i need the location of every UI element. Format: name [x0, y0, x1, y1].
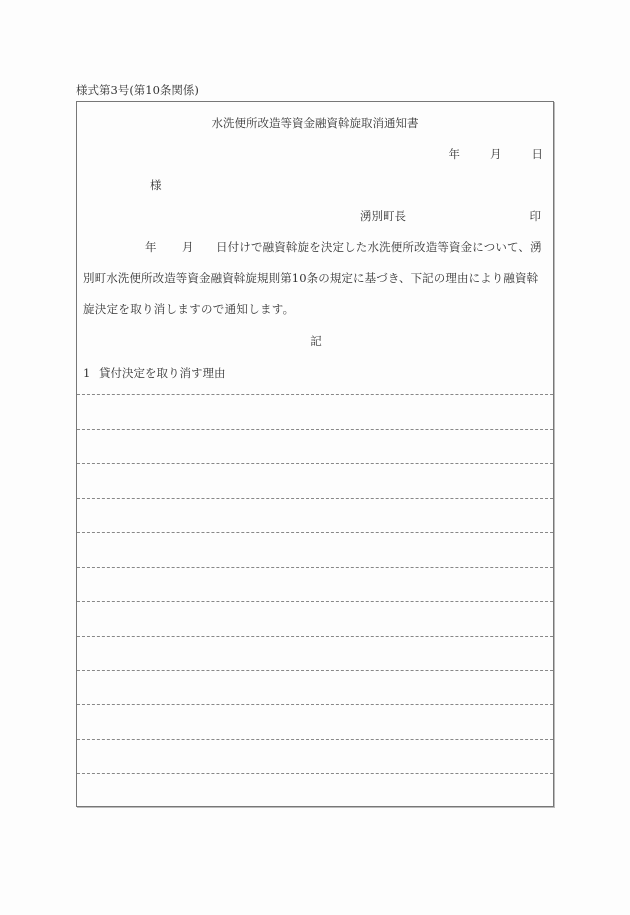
answer-line [77, 739, 553, 740]
answer-line [77, 704, 553, 705]
item-label: 貸付決定を取り消す理由 [99, 366, 226, 380]
body-text-line-1-rest: 日付けで融資斡旋を決定した水洗便所改造等資金について、湧 [216, 240, 542, 254]
answer-line [77, 532, 553, 533]
addressee-suffix: 様 [150, 178, 162, 192]
answer-line [77, 601, 553, 602]
date-day-label: 日 [531, 147, 543, 161]
decision-month-label: 月 [182, 240, 194, 254]
answer-line [77, 463, 553, 464]
seal-mark: 印 [529, 209, 541, 223]
answer-line [77, 394, 553, 395]
sender-name: 湧別町長 [360, 209, 406, 223]
decision-year-label: 年 [145, 240, 157, 254]
addressee-field[interactable] [150, 180, 162, 192]
body-text-line-3: 旋決定を取り消しますので通知します。 [83, 302, 295, 316]
notice-form-frame [76, 101, 554, 807]
answer-line [77, 773, 553, 774]
date-year-label: 年 [448, 147, 460, 161]
answer-line [77, 636, 553, 637]
date-month-label: 月 [490, 147, 502, 161]
form-number-label: 様式第3号(第10条関係) [76, 83, 199, 97]
item-number: 1 [83, 366, 91, 380]
reason-item-heading [83, 368, 226, 380]
answer-line [77, 498, 553, 499]
answer-line [77, 429, 553, 430]
answer-line [77, 670, 553, 671]
date-field[interactable] [449, 149, 544, 161]
body-text-line-2: 別町水洗便所改造等資金融資斡旋規則第10条の規定に基づき、下記の理由により融資斡 [83, 271, 539, 285]
document-title: 水洗便所改造等資金融資斡旋取消通知書 [211, 116, 419, 130]
answer-line [77, 567, 553, 568]
ki-heading: 記 [310, 334, 322, 348]
